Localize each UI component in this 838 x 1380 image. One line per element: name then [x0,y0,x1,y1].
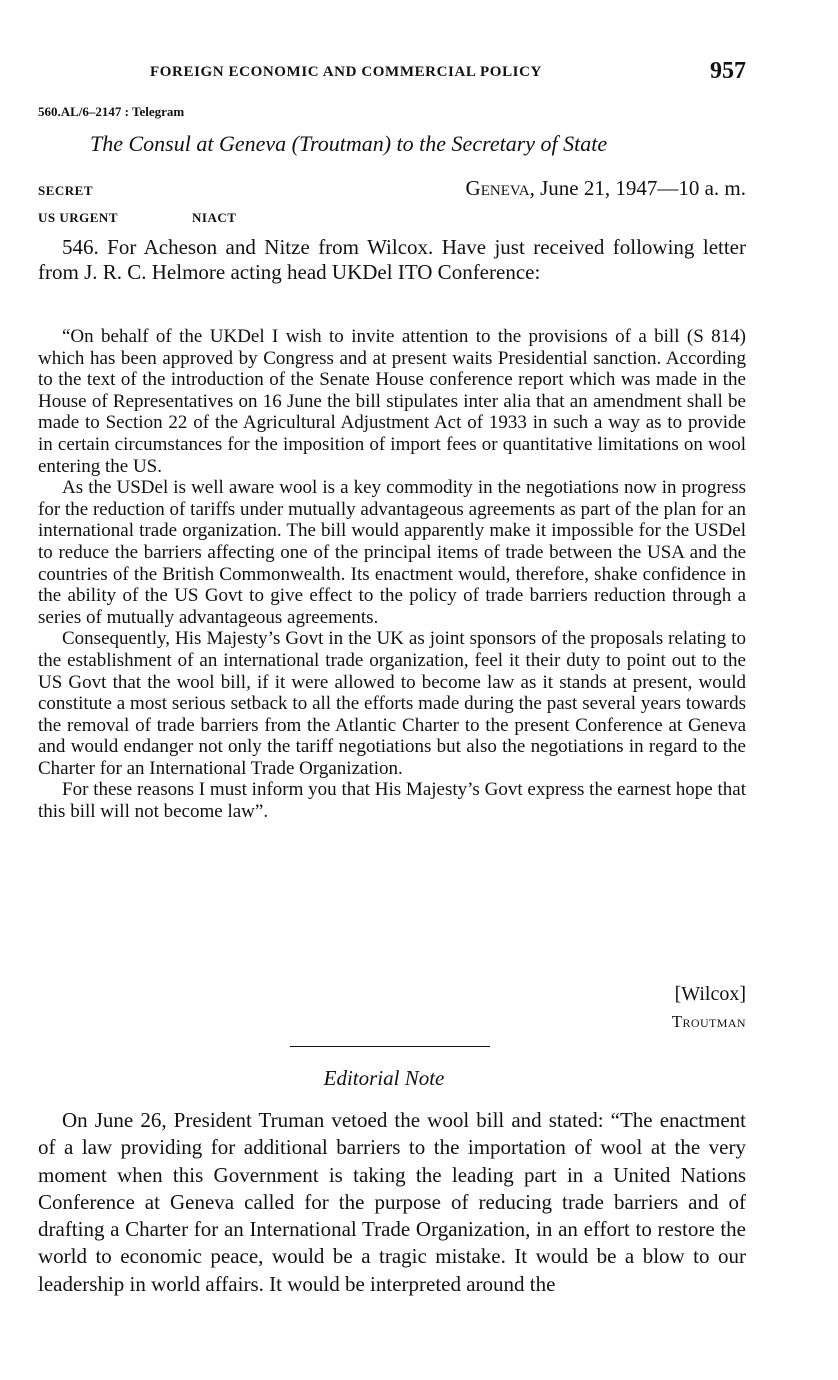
file-reference: 560.AL/6–2147 : Telegram [38,104,185,119]
quote-paragraph: “On behalf of the UKDel I wish to invite attention to the provisions of a bill (S 814) which has been approved by Congress and at present waits Presidential sanction. According to the text of the introduction of the Senate House conference report which was made in the House of Representatives on 16 June the bill stipulates inter alia that an amendment shall be made to Section 22 of the Agricultural Adjustment Act of 1933 in such a way as to provide in certain circumstances for the imposition of import fees or quantitative limitations on wool entering the US. [38,326,746,477]
page-number: 957 [710,58,746,84]
quote-paragraph: Consequently, His Majesty’s Govt in the UK as joint sponsors of the proposals relating to the establishment of an international trade organization, feel it their duty to point out to the US Govt that the wool bill, if it were allowed to become law as it stands at present, would constitute a most serious setback to all the efforts made during the past several years towards the removal of trade barriers from the Atlantic Charter to the present Conference at Geneva and would endanger not only the tariff negotiations but also the negotiations in regard to the Charter for an International Trade Organization. [38,628,746,779]
running-head: FOREIGN ECONOMIC AND COMMERCIAL POLICY [150,64,542,80]
editorial-note-heading: Editorial Note [323,1066,445,1090]
dateline-place: Geneva [465,176,530,200]
dateline-date: , June 21, 1947—10 a. m. [529,176,746,200]
classification-niact: NIACT [192,210,237,225]
section-divider [290,1046,490,1047]
quote-paragraph: For these reasons I must inform you that His Majesty’s Govt express the earnest hope that this bill will not become law”. [38,779,746,823]
classification-secret: SECRET [38,183,94,198]
signature-troutman: Troutman [671,1012,746,1031]
dateline [466,176,746,201]
editorial-note-text: On June 26, President Truman vetoed the wool bill and stated: “The enactment of a law providing for additional barriers to the importation of wool at the very moment when this Government is taking the leading part in a United Nations Conference at Geneva called for the purpose of reducing trade barriers and of drafting a Charter for an International Trade Organization, in an effort to restore the world to economic peace, would be a tragic mistake. It would be a blow to our leadership in world affairs. It would be interpreted around the [38,1108,746,1296]
telegram-intro: 546. For Acheson and Nitze from Wilcox. Have just received following letter from J. R. C. Helmore acting head UKDel ITO Conference: [38,235,746,284]
classification-urgent: US URGENT [38,210,118,225]
telegram-title: The Consul at Geneva (Troutman) to the Secretary of State [90,131,608,156]
quote-paragraph: As the USDel is well aware wool is a key commodity in the negotiations now in progress for the reduction of tariffs under mutually advantageous agreements as part of the plan for an international trade organization. The bill would apparently make it impossible for the USDel to reduce the barriers affecting one of the principal items of trade between the USA and the countries of the British Commonwealth. Its enactment would, therefore, shake confidence in the ability of the US Govt to give effect to the policy of trade barriers reduction through a series of mutually advantageous agreements. [38,477,746,628]
quoted-letter [38,326,746,823]
signature-wilcox: [Wilcox] [674,983,746,1005]
